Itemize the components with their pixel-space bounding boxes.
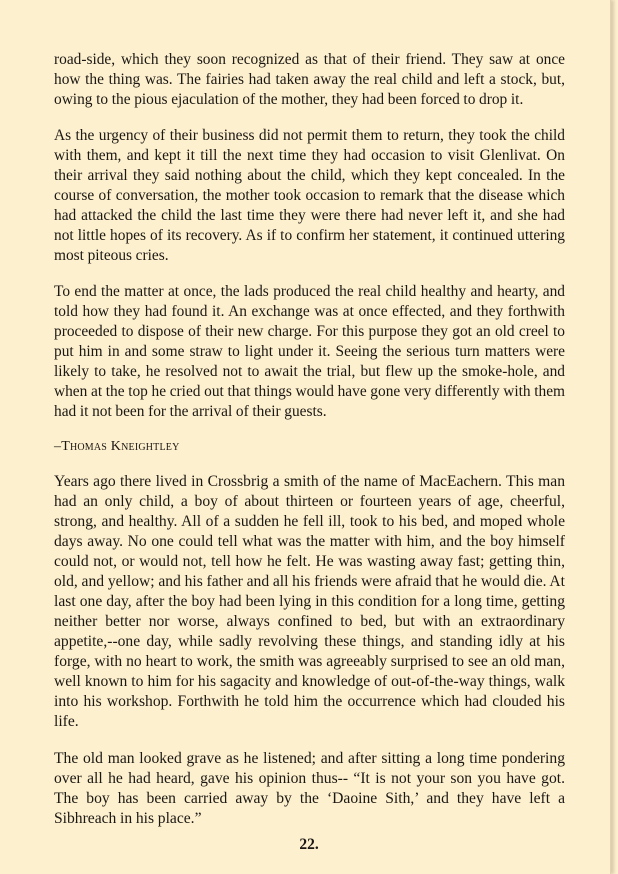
page-number: 22. — [299, 836, 319, 853]
paragraph-glenlivat-visit: As the urgency of their business did not permit them to return, they took the child with them, and kept it till the next time they had occasion to visit Glenlivat. On their arrival they said nothing about the child, which they kept concealed. In the course of conversation, the mother took occasion to remark that the disease which had attacked the child the last time they were there had never left it, and she had not little hopes of its recovery. As if to confirm her statement, it continued uttering most piteous cries. — [54, 127, 565, 264]
paragraph-exchange: To end the matter at once, the lads produced the real child healthy and hearty, and told how they had found it. An exchange was at once effected, and they forthwith proceeded to dispose of their new charge. For this purpose they got an old creel to put him in and some straw to light under it. Seeing the serious turn matters were likely to take, he resolved not to await the trial, but flew up the smoke-hole, and when at the top he cried out that things would have gone very differently with them had it not been for the arrival of their guests. — [54, 283, 565, 420]
author-attribution — [54, 437, 180, 457]
paragraph-crossbrig-smith: Years ago there lived in Crossbrig a smith of the name of MacEachern. This man had an only child, a boy of about thirteen or fourteen years of age, cheerful, strong, and healthy. All of a sudden he fell ill, took to his bed, and moped whole days away. No one could tell what was the matter with him, and the boy himself could not, or would not, tell how he felt. He was wasting away fast; getting thin, old, and yellow; and his father and all his friends were afraid that he would die. At last one day, after the boy had been lying in this condition for a long time, getting neither better nor worse, always confined to bed, but with an extraordinary appetite,--one day, while sadly revolving these things, and standing idly at his forge, with no heart to work, the smith was agreeably surprised to see an old man, well known to him for his sagacity and knowledge of out-of-the-way things, walk into his workshop. Forthwith he told him the occurrence which had clouded his life. — [54, 473, 565, 730]
paragraph-changeling-stock: road-side, which they soon recognized as that of their friend. They saw at once how the thing was. The fairies had taken away the real child and left a stock, but, owing to the pious ejaculation of the mother, they had been forced to drop it. — [54, 51, 565, 108]
paragraph-old-man-opinion: The old man looked grave as he listened; and after sitting a long time pondering over all he had heard, gave his opinion thus-- “It is not your son you have got. The boy has been carried away by the ‘Daoine Sith,’ and they have left a Sibhreach in his place.” — [54, 750, 565, 827]
attribution-name: Thomas Kneightley — [61, 439, 180, 454]
attribution-dash: – — [54, 439, 62, 454]
